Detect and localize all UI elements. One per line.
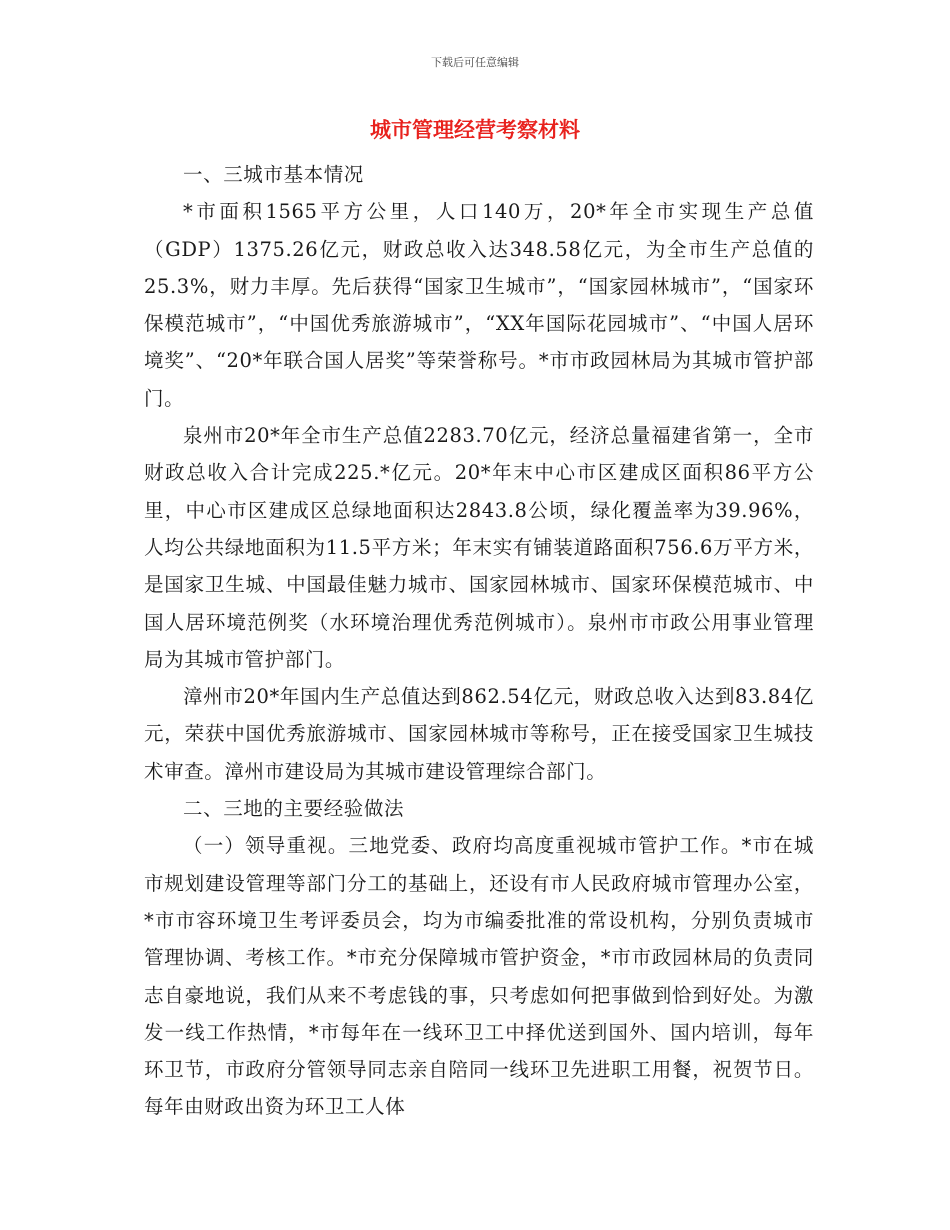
paragraph-leadership: （一）领导重视。三地党委、政府均高度重视城市管护工作。*市在城市规划建设管理等部门分工的基础上，还设有市人民政府城市管理办公室，*市市容环境卫生考评委员会，均为市编委批准的常设机构，分别负责城市管理协调、考核工作。*市充分保障城市管护资金，*市市政园林局的负责同志自豪地说，我们从来不考虑钱的事，只考虑如何把事做到恰到好处。为激发一线工作热情，*市每年在一线环卫工中择优送到国外、国内培训，每年环卫节，市政府分管领导同志亲自陪同一线环卫先进职工用餐，祝贺节日。每年由财政出资为环卫工人体: [144, 834, 814, 1119]
paragraph-city-overview: *市面积1565平方公里，人口140万，20*年全市实现生产总值（GDP）1375.26亿元，财政总收入达348.58亿元，为全市生产总值的25.3%，财力丰厚。先后获得“国家卫生城市”，“国家园林城市”，“国家环保模范城市”，“中国优秀旅游城市”，“XX年国际花园城市”、“中国人居环境奖”、“20*年联合国人居奖”等荣誉称号。*市市政园林局为其城市管护部门。: [144, 200, 814, 410]
paragraph-quanzhou: 泉州市20*年全市生产总值2283.70亿元，经济总量福建省第一，全市财政总收入合计完成225.*亿元。20*年末中心市区建成区面积86平方公里，中心市区建成区总绿地面积达2843.8公顷，绿化覆盖率为39.96%，人均公共绿地面积为11.5平方米；年末实有铺装道路面积756.6万平方米，是国家卫生城、中国最佳魅力城市、国家园林城市、国家环保模范城市、中国人居环境范例奖（水环境治理优秀范例城市）。泉州市市政公用事业管理局为其城市管护部门。: [144, 424, 814, 671]
document-body: [144, 156, 814, 1126]
section-heading-experience: 二、三地的主要经验做法: [183, 797, 405, 821]
section-heading-basic-info: 一、三城市基本情况: [183, 163, 364, 186]
page-header-note: 下载后可任意编辑: [431, 56, 519, 69]
document-title: 城市管理经营考察材料: [370, 117, 580, 142]
paragraph-zhangzhou: 漳州市20*年国内生产总值达到862.54亿元，财政总收入达到83.84亿元，荣获中国优秀旅游城市、国家园林城市等称号，正在接受国家卫生城技术审查。漳州市建设局为其城市建设管理综合部门。: [144, 685, 814, 783]
